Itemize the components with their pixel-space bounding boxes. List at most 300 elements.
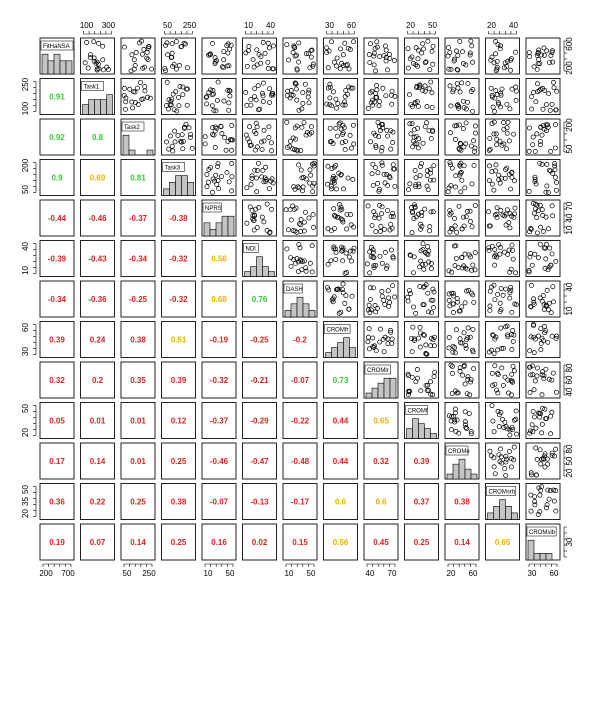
panel-frame (405, 119, 439, 155)
correlation-value: -0.25 (250, 335, 269, 345)
panel-r11-c7 (324, 484, 358, 520)
panel-r0-c0 (40, 38, 74, 74)
panel-r3-c6 (283, 160, 317, 196)
panel-r4-c2 (121, 200, 155, 236)
panel-r12-c9 (405, 524, 439, 560)
panel-frame (324, 241, 358, 277)
tick-label: 40 (365, 569, 375, 578)
panel-r5-c2 (121, 241, 155, 277)
histogram-bar (512, 513, 518, 520)
panel-r2-c11 (486, 119, 520, 155)
correlation-value: 0.01 (130, 457, 146, 466)
panel-r12-c0 (40, 524, 74, 560)
correlation-value: 0.56 (332, 538, 349, 547)
tick-label: 30 (21, 347, 30, 356)
panel-r8-c2 (121, 362, 155, 398)
correlation-value: 0.24 (89, 335, 106, 345)
panel-r8-c3 (162, 362, 196, 398)
panel-r8-c4 (202, 362, 236, 398)
histogram-bar (384, 378, 390, 398)
panel-r11-c9 (405, 484, 439, 520)
correlation-value: -0.2 (293, 335, 307, 345)
variable-label: Task2 (124, 125, 140, 131)
tick-label: 40 (21, 242, 30, 251)
panel-r12-c10 (445, 524, 479, 560)
correlation-value: -0.44 (47, 214, 67, 223)
panel-r1-c2 (121, 79, 155, 115)
tick-label: 10 (203, 569, 213, 578)
histogram-bar (413, 419, 419, 439)
correlation-value: -0.36 (88, 295, 107, 304)
panel-r6-c6 (283, 281, 317, 317)
panel-r5-c6 (283, 241, 317, 277)
panel-r5-c12 (526, 241, 560, 277)
panel-r2-c0 (40, 119, 74, 155)
panel-r0-c6 (283, 38, 317, 74)
panel-r1-c4 (202, 79, 236, 115)
panel-r5-c3 (162, 241, 196, 277)
histogram-bar (309, 310, 315, 317)
panel-r6-c10 (445, 281, 479, 317)
panel-r10-c2 (121, 443, 155, 479)
tick-label: 250 (21, 77, 30, 92)
correlation-value: -0.47 (250, 457, 269, 466)
correlation-value: -0.37 (209, 416, 229, 426)
panel-frame (445, 403, 479, 439)
panel-r2-c9 (405, 119, 439, 155)
correlation-value: 0.37 (413, 497, 430, 507)
panel-r11-c0 (40, 484, 74, 520)
correlation-value: 0.32 (373, 457, 389, 466)
correlation-value: 0.44 (332, 416, 349, 426)
panel-r4-c0 (40, 200, 74, 236)
panel-r7-c6 (283, 322, 317, 358)
histogram-bar (251, 267, 257, 277)
histogram-bar (500, 500, 506, 520)
tick-label: 40 (565, 282, 574, 292)
variable-label: Task1 (83, 84, 100, 91)
panel-r4-c4 (202, 200, 236, 236)
panel-r12-c1 (81, 524, 115, 560)
correlation-value: 0.17 (49, 457, 65, 466)
correlation-value: -0.29 (250, 416, 269, 426)
panel-r9-c4 (202, 403, 236, 439)
tick-label: 250 (142, 569, 156, 578)
correlation-value: 0.14 (454, 538, 470, 547)
histogram-bar (210, 229, 216, 236)
correlation-value: 0.44 (332, 457, 349, 466)
panel-frame (81, 38, 115, 74)
top-axis-col7 (325, 21, 356, 34)
histogram-bar (546, 553, 552, 560)
correlation-value: -0.21 (250, 376, 269, 385)
panel-r0-c1 (81, 38, 115, 74)
tick-label: 60 (468, 569, 478, 578)
panel-r12-c2 (121, 524, 155, 560)
panel-r1-c6 (283, 79, 317, 115)
correlation-value: 0.39 (49, 335, 65, 345)
histogram-bar (419, 424, 425, 439)
variable-label: NDI (245, 246, 256, 253)
tick-label: 20 (565, 468, 574, 478)
tick-label: 50 (306, 569, 316, 578)
histogram-bar (540, 553, 546, 560)
right-axis-row12 (564, 527, 574, 557)
correlation-value: 0.65 (494, 538, 511, 547)
panel-r5-c11 (486, 241, 520, 277)
panel-r4-c10 (445, 200, 479, 236)
correlation-value: 0.05 (49, 416, 65, 426)
panel-r11-c4 (202, 484, 236, 520)
tick-label: 200 (565, 118, 574, 132)
panel-r6-c12 (526, 281, 560, 317)
panel-r0-c10 (445, 38, 479, 74)
tick-label: 40 (266, 21, 275, 30)
panel-r3-c1 (81, 160, 115, 196)
panel-r9-c9 (405, 403, 439, 439)
panel-r8-c1 (81, 362, 115, 398)
panel-r6-c7 (324, 281, 358, 317)
panel-r12-c6 (283, 524, 317, 560)
panel-r8-c6 (283, 362, 317, 398)
tick-label: 100 (21, 101, 30, 116)
histogram-bar (48, 61, 54, 74)
panel-r10-c7 (324, 443, 358, 479)
panel-r6-c0 (40, 281, 74, 317)
panel-r2-c10 (445, 119, 479, 155)
correlation-value: -0.48 (290, 457, 310, 466)
histogram-bar (257, 257, 263, 277)
panel-r7-c2 (121, 322, 155, 358)
panel-r9-c1 (81, 403, 115, 439)
right-axis-row8 (564, 363, 574, 396)
histogram-bar (326, 353, 332, 358)
panel-r8-c0 (40, 362, 74, 398)
panel-r2-c2 (121, 119, 155, 155)
correlation-value: 0.65 (373, 416, 389, 426)
correlation-value: -0.34 (47, 295, 67, 304)
variable-label: CROMf (407, 408, 428, 415)
panel-r9-c12 (526, 403, 560, 439)
panel-r7-c7 (324, 322, 358, 358)
histogram-bar (222, 216, 228, 236)
panel-r1-c12 (526, 79, 560, 115)
histogram-bar (176, 176, 182, 196)
panel-r0-c3 (162, 38, 196, 74)
panel-r12-c11 (486, 524, 520, 560)
panel-r0-c7 (324, 38, 358, 74)
panel-r3-c0 (40, 160, 74, 196)
panel-frame (486, 160, 520, 196)
panel-r10-c12 (526, 443, 560, 479)
panel-r9-c11 (486, 403, 520, 439)
tick-label: 40 (565, 213, 574, 223)
panel-r12-c5 (243, 524, 277, 560)
correlation-value: -0.38 (169, 214, 188, 223)
correlation-value: 0.12 (170, 416, 187, 426)
panel-r8-c7 (324, 362, 358, 398)
right-axis-row10 (564, 444, 574, 477)
panel-r9-c10 (445, 403, 479, 439)
histogram-bar (366, 393, 372, 398)
panel-frame (405, 38, 439, 74)
panel-r5-c1 (81, 241, 115, 277)
panel-r2-c4 (202, 119, 236, 155)
correlation-value: 0.02 (251, 538, 268, 547)
panel-r11-c11 (486, 484, 520, 520)
correlation-value: -0.13 (250, 497, 269, 507)
panel-r11-c2 (121, 484, 155, 520)
histogram-bar (447, 474, 453, 479)
histogram-bar (378, 383, 384, 398)
bottom-axis-col2 (123, 564, 157, 578)
correlation-value: 0.25 (170, 538, 187, 547)
histogram-bar (66, 61, 72, 74)
histogram-bar (494, 506, 500, 519)
correlation-value: 0.38 (130, 335, 146, 345)
tick-label: 10 (284, 569, 294, 578)
correlation-value: 0.76 (251, 295, 268, 304)
correlation-value: 0.91 (49, 92, 65, 102)
tick-label: 60 (549, 569, 559, 578)
correlation-value: 0.38 (454, 497, 470, 507)
tick-label: 700 (61, 569, 75, 578)
histogram-bar (129, 150, 135, 155)
panel-r1-c11 (486, 79, 520, 115)
panel-r5-c5 (243, 241, 277, 277)
tick-label: 200 (21, 158, 30, 173)
correlation-value: 0.25 (170, 457, 187, 466)
correlation-value: -0.34 (128, 254, 148, 264)
histogram-bar (459, 459, 465, 479)
panel-r5-c7 (324, 241, 358, 277)
panel-r12-c8 (364, 524, 398, 560)
histogram-bar (147, 150, 153, 155)
tick-label: 50 (21, 185, 30, 194)
correlation-value: -0.46 (209, 457, 229, 466)
tick-label: 40 (509, 21, 518, 30)
variable-label: CROMfr (326, 327, 349, 334)
correlation-value: -0.32 (169, 254, 188, 264)
left-axis-row9 (21, 404, 36, 437)
correlation-value: 0.14 (130, 538, 146, 547)
panel-r0-c8 (364, 38, 398, 74)
correlation-value: 0.6 (334, 497, 347, 507)
variable-label: Task3 (164, 165, 181, 172)
tick-label: 50 (565, 144, 574, 154)
tick-label: 60 (565, 375, 574, 385)
tick-label: 70 (565, 201, 574, 211)
correlation-value: -0.25 (128, 295, 148, 304)
panel-r4-c3 (162, 200, 196, 236)
bottom-axis-col10 (447, 564, 478, 578)
histogram-bar (332, 348, 338, 358)
panel-r2-c5 (243, 119, 277, 155)
variable-label: NPRS (205, 206, 222, 212)
correlation-value: 0.39 (413, 457, 430, 466)
panel-r12-c7 (324, 524, 358, 560)
histogram-bar (170, 182, 176, 195)
panel-r2-c12 (526, 119, 560, 155)
correlation-value: 0.19 (49, 538, 65, 547)
tick-label: 80 (565, 444, 574, 454)
panel-r4-c8 (364, 200, 398, 236)
variable-label: DASH (286, 287, 303, 293)
histogram-bar (188, 182, 194, 195)
panel-r0-c5 (243, 38, 277, 74)
correlation-value: 0.6 (375, 497, 387, 507)
panel-r8-c12 (526, 362, 560, 398)
histogram-bar (89, 100, 95, 115)
correlation-value: -0.19 (209, 335, 229, 345)
histogram-bar (291, 304, 297, 317)
panel-r3-c10 (445, 160, 479, 196)
panel-r11-c3 (162, 484, 196, 520)
histogram-bar (83, 105, 89, 115)
correlation-value: 0.56 (211, 254, 227, 264)
panel-r1-c7 (324, 79, 358, 115)
correlation-value: 0.07 (89, 538, 106, 547)
panel-r5-c9 (405, 241, 439, 277)
panel-r5-c10 (445, 241, 479, 277)
tick-label: 10 (565, 225, 574, 235)
panel-r3-c9 (405, 160, 439, 196)
tick-label: 40 (565, 387, 574, 397)
histogram-bar (101, 100, 107, 115)
tick-label: 50 (565, 456, 574, 466)
histogram-bar (465, 469, 471, 479)
correlation-value: 0.35 (130, 376, 146, 385)
variable-label: CROMe (448, 449, 470, 455)
top-axis-col1 (80, 21, 116, 34)
panel-r6-c1 (81, 281, 115, 317)
histogram-bar (534, 553, 540, 560)
correlation-value: 0.51 (170, 335, 187, 345)
tick-label: 600 (565, 37, 574, 51)
correlation-value: 0.68 (211, 295, 227, 304)
panel-r10-c4 (202, 443, 236, 479)
histogram-bar (488, 513, 494, 520)
panel-r8-c11 (486, 362, 520, 398)
correlation-value: -0.07 (209, 497, 229, 507)
panel-r6-c3 (162, 281, 196, 317)
tick-label: 80 (565, 363, 574, 373)
tick-label: 50 (21, 485, 30, 494)
panel-r12-c12 (526, 524, 560, 560)
histogram-bar (216, 223, 222, 236)
histogram-bar (344, 338, 350, 358)
histogram-bar (453, 464, 459, 479)
correlation-value: -0.32 (169, 295, 188, 304)
histogram-bar (204, 223, 210, 236)
bottom-axis-col4 (204, 564, 235, 578)
histogram-bar (350, 348, 356, 358)
panel-r6-c8 (364, 281, 398, 317)
panel-r3-c8 (364, 160, 398, 196)
correlation-value: 0.25 (130, 497, 146, 507)
left-axis-row11 (21, 485, 36, 518)
panel-r5-c0 (40, 241, 74, 277)
panel-frame (486, 200, 520, 236)
left-axis-row3 (21, 158, 36, 194)
top-axis-col5 (244, 21, 275, 34)
tick-label: 20 (406, 21, 415, 30)
tick-label: 300 (101, 21, 116, 30)
histogram-bar (95, 100, 101, 115)
panel-r3-c5 (243, 160, 277, 196)
tick-label: 30 (325, 21, 334, 30)
panel-r10-c10 (445, 443, 479, 479)
panel-r7-c9 (405, 322, 439, 358)
correlation-value: 0.9 (51, 173, 63, 183)
panel-r8-c5 (243, 362, 277, 398)
histogram-bar (269, 272, 275, 277)
panel-r11-c1 (81, 484, 115, 520)
panel-frame (364, 38, 398, 74)
panel-r1-c3 (162, 79, 196, 115)
panel-r12-c4 (202, 524, 236, 560)
tick-label: 50 (21, 404, 30, 413)
tick-label: 50 (428, 21, 437, 30)
correlation-value: -0.43 (88, 254, 107, 264)
panel-r8-c8 (364, 362, 398, 398)
tick-label: 30 (527, 569, 537, 578)
histogram-bar (407, 429, 413, 439)
panel-r7-c10 (445, 322, 479, 358)
panel-r9-c8 (364, 403, 398, 439)
histogram-bar (297, 297, 303, 317)
tick-label: 200 (565, 61, 574, 75)
panel-r6-c11 (486, 281, 520, 317)
panel-frame (405, 241, 439, 277)
right-axis-row0 (564, 37, 574, 75)
histogram-bar (425, 429, 431, 439)
correlation-value: -0.39 (47, 254, 67, 264)
correlation-value: 0.16 (211, 538, 227, 547)
top-axis-col11 (487, 21, 518, 34)
panel-r4-c5 (243, 200, 277, 236)
panel-r1-c0 (40, 79, 74, 115)
panel-r4-c1 (81, 200, 115, 236)
correlation-value: 0.69 (89, 173, 106, 183)
histogram-bar (338, 343, 344, 358)
panel-r3-c7 (324, 160, 358, 196)
correlation-value: -0.37 (128, 214, 148, 223)
tick-label: 50 (122, 569, 132, 578)
panel-r0-c4 (202, 38, 236, 74)
panel-r0-c11 (486, 38, 520, 74)
panel-r9-c7 (324, 403, 358, 439)
bottom-axis-col8 (366, 564, 397, 578)
tick-label: 50 (225, 569, 235, 578)
histogram-bar (60, 61, 66, 74)
variable-label: CROMsrb (488, 489, 516, 496)
histogram-bar (107, 95, 113, 115)
panel-r6-c2 (121, 281, 155, 317)
correlation-value: 0.39 (170, 376, 187, 385)
panel-r11-c6 (283, 484, 317, 520)
panel-r10-c0 (40, 443, 74, 479)
histogram-bar (123, 135, 129, 155)
panel-r3-c12 (526, 160, 560, 196)
panel-r10-c9 (405, 443, 439, 479)
panel-r2-c7 (324, 119, 358, 155)
histogram-bar (372, 388, 378, 398)
panel-r7-c3 (162, 322, 196, 358)
right-axis-row6 (564, 282, 574, 315)
panel-r7-c11 (486, 322, 520, 358)
correlation-value: -0.07 (290, 376, 310, 385)
